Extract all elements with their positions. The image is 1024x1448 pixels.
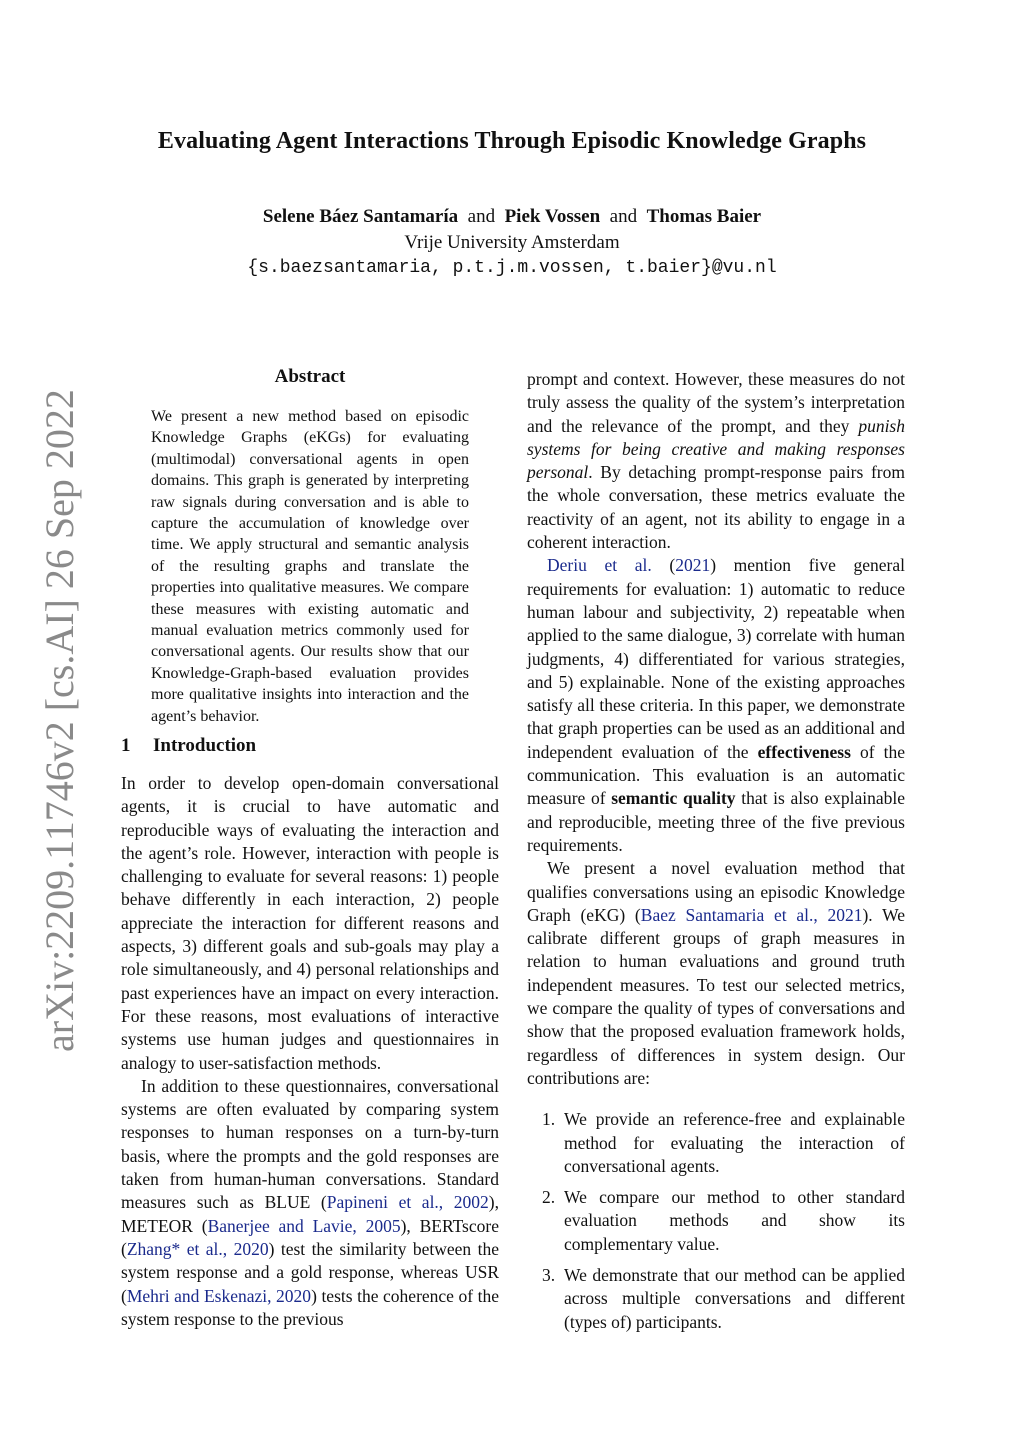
citation-link[interactable]: Zhang* et al., 2020: [126, 1238, 269, 1259]
section-title: Introduction: [153, 735, 257, 756]
author-separator: and: [609, 206, 638, 227]
left-column-body: [121, 772, 499, 1331]
intro-paragraph-2: In addition to these questionnaires, conversational systems are often evaluated by comparing system responses to human responses on a turn-by-turn basis, where the prompts and the gold responses are taken from human-human conversations. Standard measures such as BLUE (Papineni et al., 2002), METEOR (Banerjee and Lavie, 2005), BERTscore (Zhang* et al., 2020) test the similarity between the system response and a gold response, whereas USR (Mehri and Eskenazi, 2020) tests the coherence of the system response to the previous: [121, 1075, 499, 1329]
intro-paragraph-1: In order to develop open-domain conversational agents, it is crucial to have automatic and reproducible ways of evaluating the interaction and the agent’s role. However, interaction with people is challenging to evaluate for several reasons: 1) people behave differently in each interaction, 2) people appreciate the interaction for different reasons and aspects, 3) different goals and sub-goals may play a role simultaneously, and 4) personal relationships and past experiences have an impact on every interaction. For these reasons, most evaluations of interactive systems use human judges and questionnaires in analogy to user-satisfaction methods.: [121, 773, 499, 1073]
list-item: 1. We provide an reference-free and explainable method for evaluating the interaction of conversational agents.: [542, 1109, 905, 1176]
author-line: [0, 206, 1024, 228]
arxiv-stamp: arXiv:2209.11746v2 [cs.AI] 26 Sep 2022: [37, 389, 82, 1052]
citation-link[interactable]: Baez Santamaria et al., 2021: [640, 904, 863, 925]
author-2: Piek Vossen: [504, 206, 601, 227]
paper-title: Evaluating Agent Interactions Through Episodic Knowledge Graphs: [157, 128, 867, 154]
author-3: Thomas Baier: [646, 206, 762, 227]
intro-paragraph-2-continued: prompt and context. However, these measures do not truly assess the quality of the system’s interpretation and the relevance of the prompt, and they punish systems for being creative and making responses personal. By detaching prompt-response pairs from the whole conversation, these metrics evaluate the reactivity of an agent, not its ability to engage in a coherent interaction.: [527, 369, 905, 553]
citation-link[interactable]: Deriu et al.: [547, 555, 652, 576]
list-item: 3. We demonstrate that our method can be applied across multiple conversations and different (types of) participants.: [542, 1264, 905, 1332]
author-separator: and: [467, 206, 496, 227]
right-column-body: [527, 368, 905, 1342]
citation-link[interactable]: Mehri and Eskenazi, 2020: [126, 1285, 312, 1306]
author-emails: {s.baezsantamaria, p.t.j.m.vossen, t.baier}@vu.nl: [247, 258, 777, 278]
list-item: 2. We compare our method to other standard evaluation methods and show its complementary value.: [542, 1187, 905, 1254]
intro-paragraph-3: Deriu et al. (2021) mention five general requirements for evaluation: 1) automatic to reduce human labour and subjectivity, 2) repeatable when applied to the same dialogue, 3) correlate with human judgments, 4) differentiated for various strategies, and 5) explainable. None of the existing approaches satisfy all these criteria. In this paper, we demonstrate that graph properties can be used as an additional and independent evaluation of the effectiveness of the communication. This evaluation is an automatic measure of semantic quality that is also explainable and reproducible, meeting three of the five previous requirements.: [527, 555, 905, 855]
section-number: 1: [121, 735, 131, 756]
section-heading-introduction: [121, 735, 256, 757]
citation-link[interactable]: Banerjee and Lavie, 2005: [207, 1215, 401, 1236]
citation-link[interactable]: 2021: [675, 555, 711, 576]
affiliation: Vrije University Amsterdam: [404, 232, 620, 253]
intro-paragraph-4: We present a novel evaluation method that qualifies conversations using an episodic Knowledge Graph (eKG) (Baez Santamaria et al., 2021). We calibrate different groups of graph measures in relation to human evaluations and ground truth independent measures. To test our selected metrics, we compare the quality of types of conversations and show that the proposed evaluation framework holds, regardless of differences in system design. Our contributions are:: [527, 858, 905, 1088]
author-1: Selene Báez Santamaría: [262, 206, 459, 227]
contributions-list: [527, 1108, 905, 1334]
citation-link[interactable]: Papineni et al., 2002: [326, 1192, 489, 1213]
abstract-text: We present a new method based on episodic Knowledge Graphs (eKGs) for evaluating (multimodal) conversational agents in open domains. This graph is generated by interpreting raw signals during conversation and is able to capture the accumulation of knowledge over time. We apply structural and semantic analysis of the resulting graphs and translate the properties into qualitative measures. We compare these measures with existing automatic and manual evaluation metrics commonly used for conversational agents. Our results show that our Knowledge-Graph-based evaluation provides more qualitative insights into interaction and the agent’s behavior.: [151, 408, 469, 725]
abstract-heading: Abstract: [274, 366, 346, 387]
